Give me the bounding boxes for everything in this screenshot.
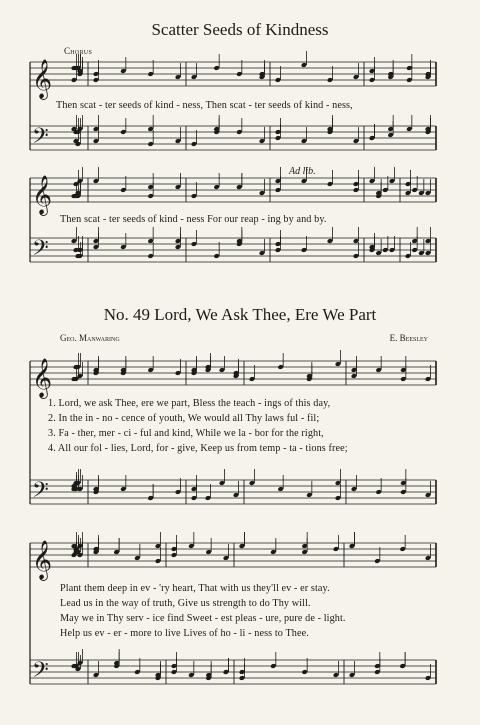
treble-clef: 𝄞	[32, 358, 53, 398]
tempo-mark: Ad lib.	[289, 166, 316, 177]
verse-lyric-line: 4. All our fol - lies, Lord, for - give, Keep us from temp - ta - tions free;	[48, 443, 348, 454]
verse-lyric-line: 2. In the in - no - cence of youth, We would all Thy laws ful - fil;	[48, 413, 320, 424]
chorus-lyric-line: Then scat - ter seeds of kind - ness For our reap - ing by and by.	[60, 214, 327, 225]
bass-clef: 𝄢	[32, 658, 49, 688]
verse-lyric-line: 1. Lord, we ask Thee, ere we part, Bless the teach - ings of this day,	[48, 398, 331, 409]
hymn-composer: E. Beesley	[389, 333, 428, 343]
treble-clef: 𝄞	[32, 59, 53, 99]
treble-clef: 𝄞	[32, 540, 53, 580]
bass-clef: 𝄢	[32, 124, 49, 154]
verse-lyric-line: 3. Fa - ther, mer - ci - ful and kind, While we la - bor for the right,	[48, 428, 324, 439]
verse-lyric-line: Help us ev - er - more to live Lives of ho - li - ness to Thee.	[60, 628, 309, 639]
hymn-49-heading: No. 49 Lord, We Ask Thee, Ere We Part	[103, 305, 377, 324]
chorus-label: Chorus	[64, 46, 93, 56]
verse-lyric-line: Lead us in the way of truth, Give us strength to do Thy will.	[60, 598, 311, 609]
bass-clef: 𝄢	[32, 236, 49, 266]
hymn-title: Scatter Seeds of Kindness	[151, 20, 329, 39]
bass-clef: 𝄢	[32, 478, 49, 508]
hymn-author: Geo. Manwaring	[60, 333, 120, 343]
verse-lyric-line: May we in Thy serv - ice find Sweet - est pleas - ure, pure de - light.	[60, 613, 346, 624]
chorus-lyric-line: Then scat - ter seeds of kind - ness, Then scat - ter seeds of kind - ness,	[56, 100, 353, 111]
verse-lyric-line: Plant them deep in ev - 'ry heart, That with us they'll ev - er stay.	[60, 583, 330, 594]
treble-clef: 𝄞	[32, 175, 53, 215]
